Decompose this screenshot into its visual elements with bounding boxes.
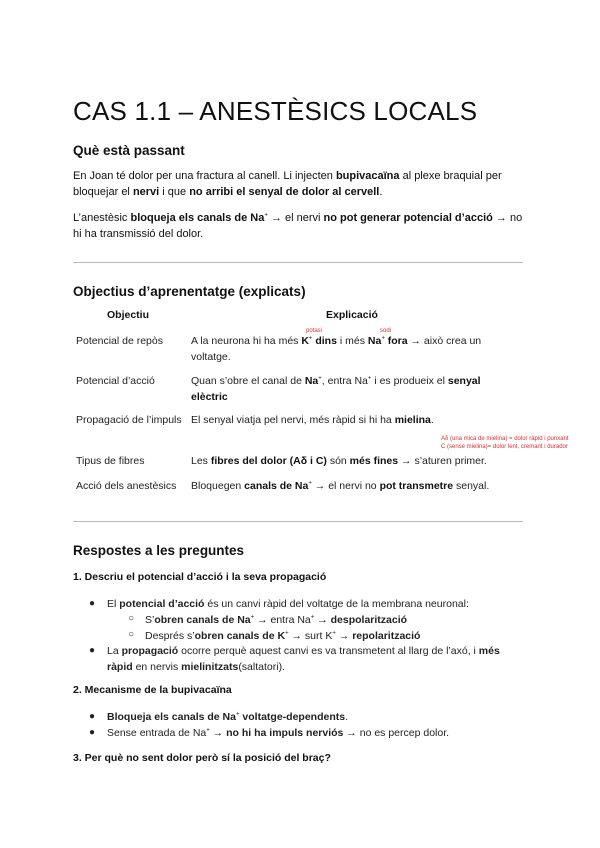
annotation-sodium: sodi xyxy=(380,328,392,334)
list-item: Bloqueja els canals de Na+ voltatge-dependents. xyxy=(107,711,349,723)
table-cell-explanation: El senyal viatja pel nervi, més ràpid si hi ha mielina. xyxy=(191,414,434,426)
divider xyxy=(73,262,523,263)
bullet-dot: ● xyxy=(89,645,96,656)
question-1: 1. Descriu el potencial d’acció i la seva propagació xyxy=(73,571,327,583)
list-subitem: Després s’obren canals de K+ → surt K+ → repolarització xyxy=(145,630,421,642)
bullet-dot: ● xyxy=(89,711,96,722)
page-title: CAS 1.1 – ANESTÈSICS LOCALS xyxy=(73,96,478,126)
bullet-circle: ○ xyxy=(128,629,135,640)
list-item: La propagació ocorre perquè aquest canvi es va transmetent al llarg de l’axó, i més ràpid en nervis mielinitzats(saltatori). xyxy=(107,645,500,673)
bullet-circle: ○ xyxy=(128,613,135,624)
section-heading-answers: Respostes a les preguntes xyxy=(73,543,245,558)
table-cell-objective: Propagació de l’impuls xyxy=(76,414,182,426)
annotation-potassium: potasi xyxy=(306,328,323,334)
table-header-explanation: Explicació xyxy=(326,309,378,321)
table-header-objective: Objectiu xyxy=(107,309,150,321)
question-3: 3. Per què no sent dolor però sí la posició del braç? xyxy=(73,752,331,764)
paragraph-anesthetic-action: L’anestèsic bloqueja els canals de Na+ → el nervi no pot generar potencial d’acció → no hi ha transmissió del dolor. xyxy=(73,212,523,240)
table-cell-objective: Tipus de fibres xyxy=(76,455,145,467)
list-item: Sense entrada de Na+ → no hi ha impuls nerviós → no es percep dolor. xyxy=(107,727,450,739)
table-cell-objective: Potencial de repòs xyxy=(76,335,163,347)
table-cell-explanation: Quan s’obre el canal de Na+, entra Na+ i es produeix el senyal elèctric xyxy=(191,375,481,403)
question-2: 2. Mecanisme de la bupivacaïna xyxy=(73,684,232,696)
bullet-dot: ● xyxy=(89,727,96,738)
section-heading-what-is-happening: Què està passant xyxy=(73,143,185,158)
paragraph-case-description: En Joan té dolor per una fractura al canell. Li injecten bupivacaïna al plexe braquial per bloquejar el nervi i que no arribi el senyal de dolor al cervell. xyxy=(73,170,502,198)
table-cell-explanation: A la neurona hi ha més K+ dins i més Na+ fora → això crea un voltatge. xyxy=(191,335,482,363)
table-cell-objective: Acció dels anestèsics xyxy=(76,480,177,492)
divider xyxy=(73,521,523,522)
table-cell-objective: Potencial d’acció xyxy=(76,375,155,387)
bullet-dot: ● xyxy=(89,598,96,609)
section-heading-objectives: Objectius d’aprenentatge (explicats) xyxy=(73,284,306,299)
table-cell-explanation: Bloquegen canals de Na+ → el nervi no pot transmetre senyal. xyxy=(191,480,490,492)
annotation-fiber-types: Aδ (una mica de mielina) = dolor ràpid i punxant C (sense mielina)= dolor lent, cremant i durador xyxy=(441,436,569,450)
list-subitem: S’obren canals de Na+ → entra Na+ → despolarització xyxy=(145,614,408,626)
list-item: El potencial d’acció és un canvi ràpid del voltatge de la membrana neuronal: xyxy=(107,598,469,610)
table-cell-explanation: Les fibres del dolor (Aδ i C) són més fines → s’aturen primer. xyxy=(191,455,487,467)
